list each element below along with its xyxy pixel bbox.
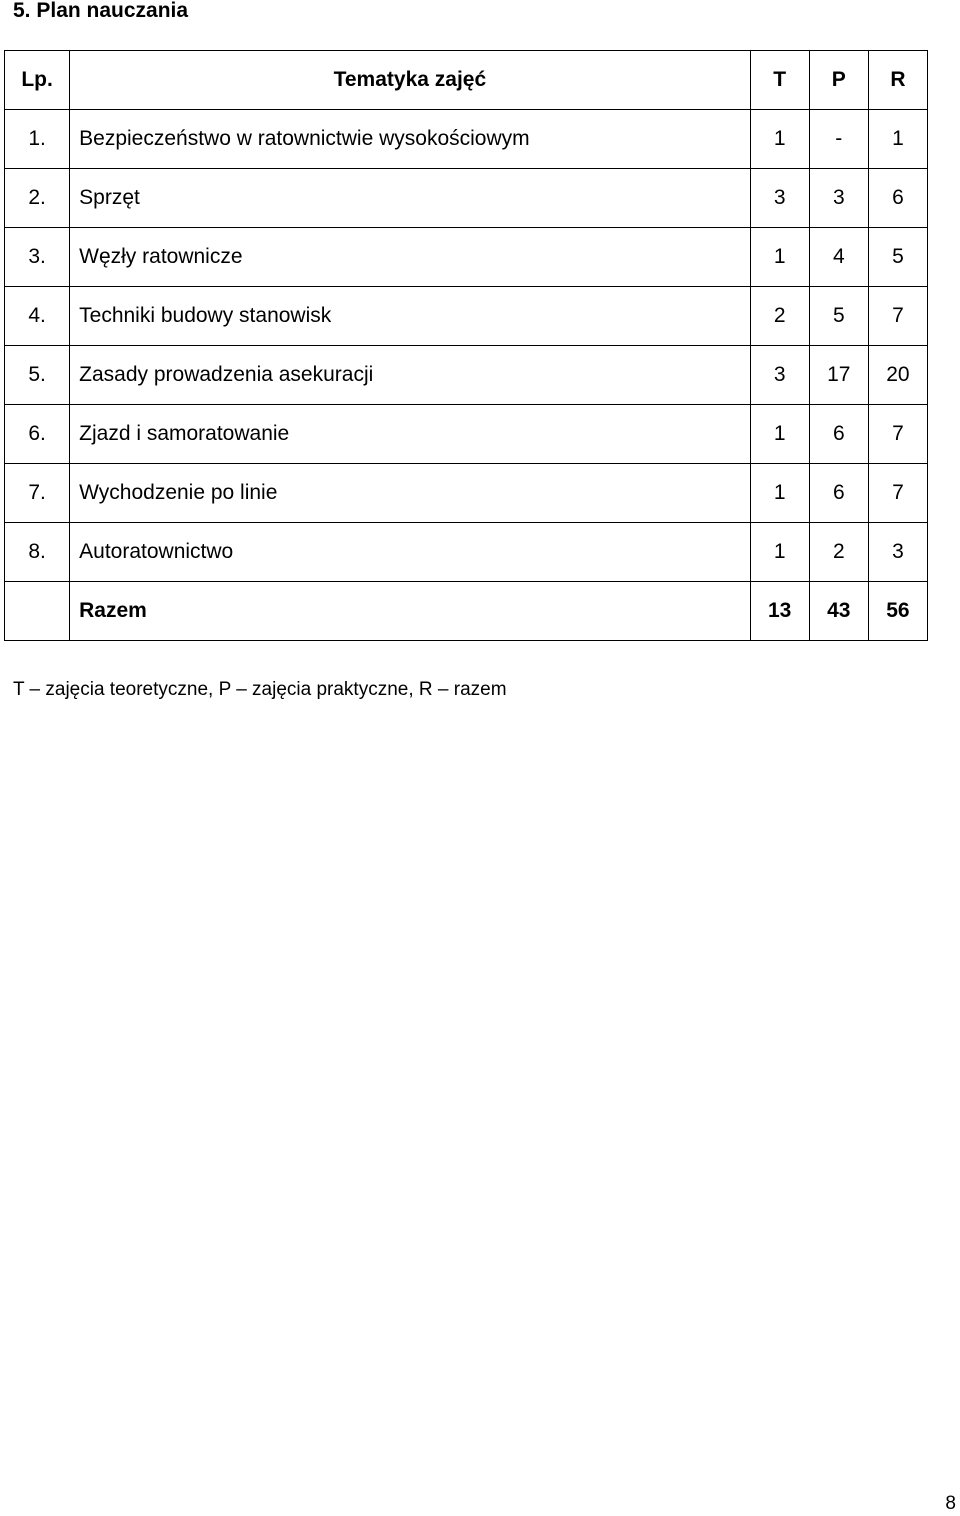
total-row xyxy=(5,582,928,641)
table-row xyxy=(5,405,928,464)
row-p: 4 xyxy=(809,228,868,287)
header-topic: Tematyka zajęć xyxy=(70,51,750,110)
row-t: 3 xyxy=(750,169,809,228)
row-lp: 7. xyxy=(5,464,70,523)
row-p: - xyxy=(809,110,868,169)
row-t: 3 xyxy=(750,346,809,405)
row-t: 1 xyxy=(750,523,809,582)
row-p: 5 xyxy=(809,287,868,346)
row-lp: 6. xyxy=(5,405,70,464)
table-row xyxy=(5,287,928,346)
row-lp: 1. xyxy=(5,110,70,169)
header-r: R xyxy=(868,51,927,110)
table-row xyxy=(5,464,928,523)
row-r: 5 xyxy=(868,228,927,287)
table-row xyxy=(5,169,928,228)
row-lp: 8. xyxy=(5,523,70,582)
row-lp: 2. xyxy=(5,169,70,228)
total-label: Razem xyxy=(70,582,750,641)
total-t: 13 xyxy=(750,582,809,641)
row-r: 3 xyxy=(868,523,927,582)
row-topic: Węzły ratownicze xyxy=(70,228,750,287)
row-t: 2 xyxy=(750,287,809,346)
row-t: 1 xyxy=(750,110,809,169)
row-topic: Zasady prowadzenia asekuracji xyxy=(70,346,750,405)
row-topic: Wychodzenie po linie xyxy=(70,464,750,523)
row-r: 20 xyxy=(868,346,927,405)
table-row xyxy=(5,228,928,287)
row-p: 3 xyxy=(809,169,868,228)
row-topic: Techniki budowy stanowisk xyxy=(70,287,750,346)
legend-text: T – zajęcia teoretyczne, P – zajęcia praktyczne, R – razem xyxy=(13,679,507,700)
header-p: P xyxy=(809,51,868,110)
row-p: 6 xyxy=(809,405,868,464)
page-number: 8 xyxy=(945,1493,956,1514)
row-t: 1 xyxy=(750,464,809,523)
row-lp: 4. xyxy=(5,287,70,346)
section-title: 5. Plan nauczania xyxy=(13,0,189,22)
row-p: 2 xyxy=(809,523,868,582)
row-t: 1 xyxy=(750,405,809,464)
row-r: 1 xyxy=(868,110,927,169)
row-r: 7 xyxy=(868,464,927,523)
header-lp: Lp. xyxy=(5,51,70,110)
table-row xyxy=(5,110,928,169)
row-topic: Autoratownictwo xyxy=(70,523,750,582)
table-header-row xyxy=(5,51,928,110)
row-p: 6 xyxy=(809,464,868,523)
curriculum-table xyxy=(4,50,928,641)
table-row xyxy=(5,346,928,405)
row-t: 1 xyxy=(750,228,809,287)
row-r: 6 xyxy=(868,169,927,228)
total-lp-empty xyxy=(5,582,70,641)
total-r: 56 xyxy=(868,582,927,641)
table-row xyxy=(5,523,928,582)
row-lp: 5. xyxy=(5,346,70,405)
row-topic: Sprzęt xyxy=(70,169,750,228)
row-r: 7 xyxy=(868,287,927,346)
total-p: 43 xyxy=(809,582,868,641)
row-lp: 3. xyxy=(5,228,70,287)
row-r: 7 xyxy=(868,405,927,464)
row-p: 17 xyxy=(809,346,868,405)
row-topic: Bezpieczeństwo w ratownictwie wysokościowym xyxy=(70,110,750,169)
row-topic: Zjazd i samoratowanie xyxy=(70,405,750,464)
header-t: T xyxy=(750,51,809,110)
